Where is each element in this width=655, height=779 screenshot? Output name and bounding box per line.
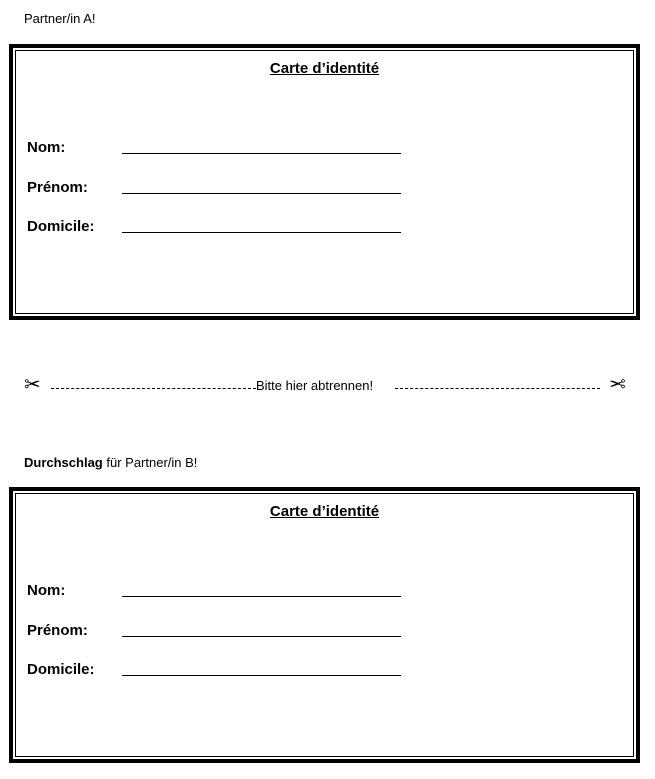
domicile-label: Domicile: bbox=[27, 661, 95, 678]
nom-blank-line bbox=[122, 153, 401, 154]
prenom-label: Prénom: bbox=[27, 622, 88, 639]
identity-card-a bbox=[9, 44, 640, 320]
nom-label: Nom: bbox=[27, 139, 66, 156]
carbon-copy-label: Durchschlag bbox=[24, 455, 103, 470]
identity-card-b bbox=[9, 487, 640, 763]
scissors-icon: ✂ bbox=[609, 372, 626, 396]
partner-b-heading bbox=[24, 455, 197, 470]
dashed-line-left bbox=[51, 388, 256, 389]
partner-a-heading: Partner/in A! bbox=[24, 11, 96, 26]
card-title: Carte d’identité bbox=[269, 503, 380, 520]
domicile-label: Domicile: bbox=[27, 218, 95, 235]
cut-here-divider bbox=[24, 372, 626, 396]
domicile-blank-line bbox=[122, 232, 401, 233]
prenom-blank-line bbox=[122, 193, 401, 194]
nom-label: Nom: bbox=[27, 582, 66, 599]
prenom-label: Prénom: bbox=[27, 179, 88, 196]
card-title: Carte d’identité bbox=[269, 60, 380, 77]
card-inner-border bbox=[15, 50, 634, 314]
partner-b-text: für Partner/in B! bbox=[102, 455, 198, 470]
scissors-icon: ✂ bbox=[24, 372, 41, 396]
card-inner-border bbox=[15, 493, 634, 757]
prenom-blank-line bbox=[122, 636, 401, 637]
cut-here-text: Bitte hier abtrennen! bbox=[256, 378, 374, 393]
domicile-blank-line bbox=[122, 675, 401, 676]
nom-blank-line bbox=[122, 596, 401, 597]
dashed-line-right bbox=[395, 388, 600, 389]
